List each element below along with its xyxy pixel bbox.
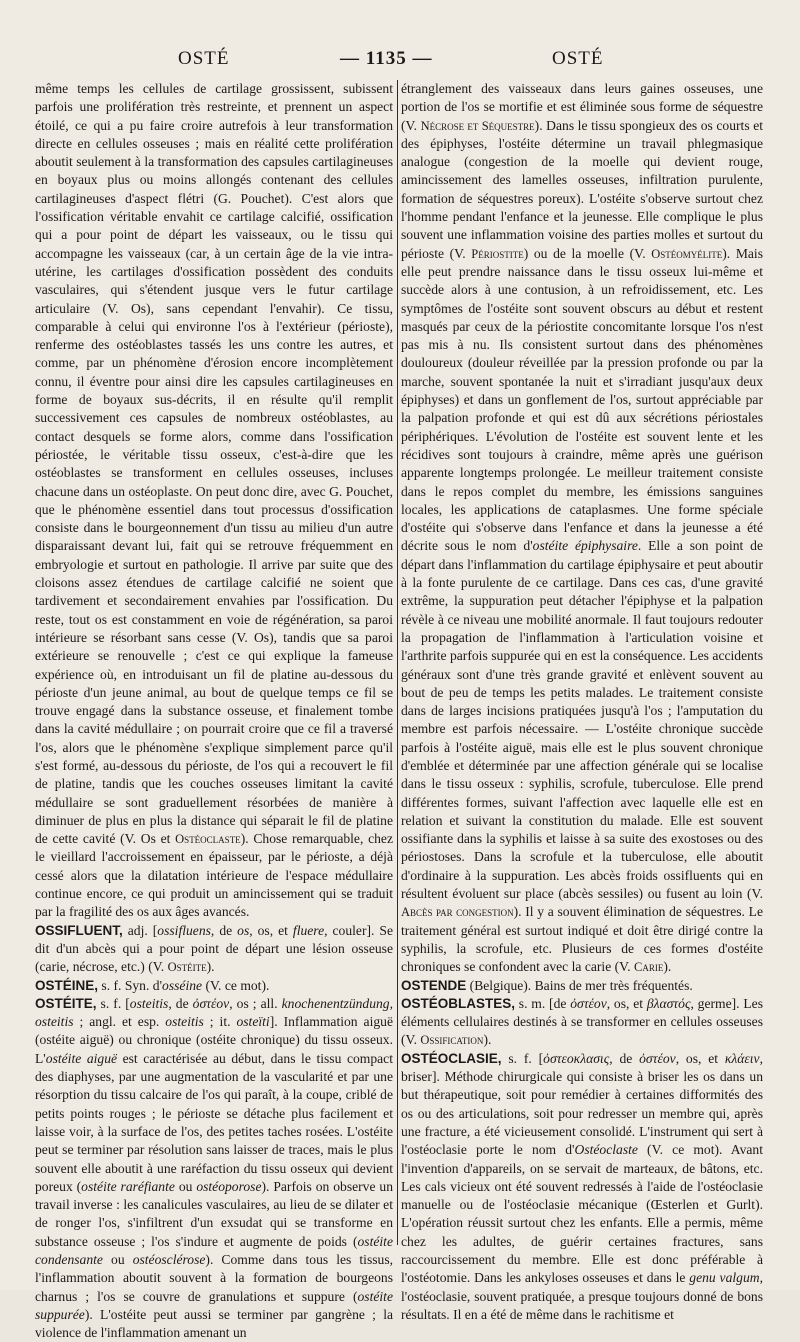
headword-osteoblastes: OSTÉOBLASTES, [401, 995, 516, 1011]
osteite-continuation: étranglement des vaisseaux dans leurs gaines osseuses, une portion de l'os se mortifie et est éliminée sous forme de séquestre (V. Nécrose et Séquestre). Dans le tissu spongieux des os courts et des épiphyses, l'ostéite détermine un travail phlegmasique analogue (congestion de la moelle qui devient rouge, amincissement des lamelles osseuses, infiltration purulente, formation de séquestres poreux). L'ostéite s'observe surtout chez l'homme pendant l'enfance et la jeunesse. Elle complique le plus souvent une inflammation voisine des parties molles et surtout du périoste (V. Périostite) ou de la moelle (V. Ostéomyélite). Mais elle peut prendre naissance dans le tissu osseux lui-même et succède alors à une contusion, à un refroidissement, etc. Les symptômes de l'ostéite sont souvent obscurs au début et restent masqués par ceux de la périostite concomitante lorsque l'os n'est pas mis à nu. Ils consistent surtout dans des phénomènes douloureux (douleur réveillée par la pression profonde ou par la marche, souvent spontanée la nuit et s'irradiant jusqu'aux deux épiphyses) et dans un gonflement de l'os, surtout appréciable par la palpation profonde et qui est dû aux sécrétions périostales périphériques. L'évolution de l'ostéite est souvent lente et les récidives sont toujours à craindre, même après une guérison apparente longtemps prolongée. Le meilleur traitement consiste dans le repos complet du membre, les émissions sanguines locales, les applications de cataplasmes. Une forme spéciale d'ostéite qui s'observe dans l'enfance et dans la jeunesse a été décrite sous le nom d'ostéite épiphysaire. Elle a son point de départ dans l'inflammation du cartilage épiphysaire et peut aboutir à la fonte purulente de ce cartilage. Dans ces cas, d'une gravité extrême, la suppuration peut détacher l'épiphyse et la palpation révèle à ce niveau une mobilité anormale. Il faut toujours redouter la propagation de l'inflammation à l'articulation voisine et l'arthrite parfois suppurée qui en est la conséquence. Les accidents généraux sont d'une très grande gravité et enlèvent souvent au bout de peu de temps les petits malades. Le traitement consiste dans de larges incisions pratiquées jusqu'à l'os ; l'amputation du membre est parfois nécessaire. — L'ostéite chronique succède parfois à l'ostéite aiguë, mais elle est le plus souvent chronique d'emblée et déterminée par une affection générale qui se localise dans le tissu osseux : syphilis, scrofule, tuberculose. Elle prend différentes formes, suivant l'affection avec laquelle elle est en relation et suivant la constitution du malade. Elle est souvent ossifiante dans la syphilis et laisse à sa suite des exostoses ou des périostoses. Dans la scrofule et la tuberculose, elle aboutit d'ordinaire à la suppuration. Les abcès froids ossifluents qui en résultent évoluent sur place (abcès sessiles) ou fusent au loin (V. Abcès par congestion). Il y a souvent élimination de séquestres. Le traitement général est surtout indiqué et doit être dirigé contre la syphilis, la scrofule, etc. Plusieurs de ces formes d'ostéite chroniques se confondent avec la carie (V. Carie). [401, 81, 764, 975]
headword-ostende: OSTENDE [401, 977, 467, 993]
entry-osteite: OSTÉITE, s. f. [osteitis, de ὀστέον, os ; all. knochenentzündung, osteitis ; angl. et esp. osteitis ; it. osteïti]. Inflammation aiguë (ostéite aiguë) ou chronique (ostéite chronique) du tissu osseux. L'ostéite aiguë est caractérisée au début, dans le tissu compact des diaphyses, par une augmentation de la vascularité et par une résorption du tissu calcaire de l'os qui paraît, à la coupe, criblé de petits points rouges ; le périoste se détache plus facilement et laisse voir, à la surface de l'os, des petites taches rosées. L'ostéite peut se terminer par résolution sans laisser de traces, mais le plus souvent elle aboutit à une raréfaction du tissu osseux qui devient poreux (ostéite raréfiante ou ostéoporose). Parfois on observe un travail inverse : les canalicules vasculaires, au lieu de se dilater et de ronger l'os, s'infiltrent d'un exsudat qui se transforme en substance osseuse ; l'os s'indure et augmente de poids (ostéite condensante ou ostéosclérose). Comme dans tous les tissus, l'inflammation aboutit souvent à la formation de bourgeons charnus ; l'os se couvre de granulations et suppure (ostéite suppurée). L'ostéite peut aussi se terminer par gangrène ; la violence de l'inflammation amenant un [35, 995, 394, 1341]
headword-ossifluent: OSSIFLUENT, [35, 922, 123, 938]
headword-osteine: OSTÉINE, [35, 977, 99, 993]
entry-osteine: OSTÉINE, s. f. Syn. d'osséine (V. ce mot). [35, 977, 270, 993]
entry-osteoblastes: OSTÉOBLASTES, s. m. [de ὀστέον, os, et βλαστός, germe]. Les éléments cellulaires destinés à se transformer en cellules osseuses (V. Ossification). [401, 995, 763, 1048]
entry-ossifluent: OSSIFLUENT, adj. [ossifluens, de os, os, et fluere, couler]. Se dit d'un abcès qui a pour point de départ une lésion osseuse (carie, nécrose, etc.) (V. Ostéite). [35, 922, 393, 975]
running-head-left: OSTÉ [178, 48, 230, 69]
left-column [35, 80, 393, 1342]
ossification-continuation: même temps les cellules de cartilage grossissent, subissent parfois une prolifération très restreinte, et prennent un aspect étoilé, ce qui a pu faire croire autrefois à leur transformation directe en cellules osseuses ; mais en réalité cette prolifération aboutit seulement à la transformation des capsules cartilagineuses en boyaux plus ou moins allongés contenant des cellules cartilagineuses d'aspect flétri (G. Pouchet). C'est alors que l'ossification véritable envahit ce cartilage calcifié, ossification qui a pour point de départ les vaisseaux, ou le tissu qui accompagne les vaisseaux (car, à un certain âge de la vie intra-utérine, les cartilages d'ossification possèdent des conduits vasculaires, qui s'étendent jusque vers le futur cartilage articulaire (V. Os), sans cependant l'envahir). Ce tissu, comparable à celui qui environne l'os à l'extérieur (périoste), renferme des ostéoblastes tassés les uns contre les autres, et comme, par un phénomène d'érosion encore incomplètement connu, il éventre pour ainsi dire les capsules cartilagineuses en forme de boyaux sus-décrits, il en résulte qu'il remplit successivement ces capsules de nombreux ostéoblastes, au contact desquels se forme alors, comme dans l'ossification périostée, le véritable tissu osseux, c'est-à-dire que les ostéoblastes se transforment en cellules osseuses, incluses chacune dans un ostéoplaste. On peut donc dire, avec G. Pouchet, que le phénomène essentiel dans tout processus d'ossification consiste dans le bourgeonnement d'un tissu au milieu d'un autre disparaissant devant lui, fait qui se retrouve fréquemment en embryologie et surtout en pathologie. Il arrive par suite que des cloisons assez étendues de cartilage calcifié ne soient que tardivement et secondairement envahies par l'ossification. Du reste, tout os est constamment en voie de régénération, sa paroi intérieure se résorbant sans cesse (V. Os), tandis que sa paroi extérieure se renouvelle ; c'est ce qui explique la fameuse expérience où, en introduisant un fil de platine au-dessous du périoste d'un jeune animal, au bout de quelque temps ce fil se trouve engagé dans la substance osseuse, et finalement tombe dans la cavité médullaire ; on pourrait croire que ce fil a traversé l'os, alors que le phénomène s'explique simplement parce qu'il s'est formé, au-dessous du périoste, de l'os qui a recouvert le fil de platine, tandis que les couches osseuses limitant la cavité médullaire se sont graduellement résorbées de manière à diminuer de plus en plus la distance qui séparait le fil de platine de cette cavité (V. Os et Ostéoclaste). Chose remarquable, chez le vieillard l'accroissement en épaisseur, par le périoste, a déjà cessé alors que la dilatation intérieure de l'espace médullaire continue encore, ce qui produit un amincissement qui se traduit par la fragilité des os aux âges avancés. [35, 81, 393, 920]
entry-osteoclasie: OSTÉOCLASIE, s. f. [ὀστεοκλασις, de ὀστέον, os, et κλάειν, briser]. Méthode chirurgicale qui consiste à briser les os dans un but thérapeutique, soit pour remédier à certaines difformités des os ou des articulations, soit pour redresser un membre qui, après une fracture, a été vicieusement consolidé. L'instrument qui sert à l'ostéoclasie porte le nom d'Ostéoclaste (V. ce mot). Avant l'invention d'appareils, on se servait de marteaux, de bâtons, etc. Les cals vicieux ont été souvent redressés à l'aide de l'ostéoclasie manuelle ou de l'ostéoclasie mécanique (Œsterlen et Gurlt). L'opération réussit surtout chez les enfants. Elle a permis, même chez les adultes, de guérir certaines fractures, sans raccourcissement du membre. Elle est donc préférable à l'ostéotomie. Dans les ankyloses osseuses et dans le genu valgum, l'ostéoclasie, souvent pratiquée, a presque toujours donné de bons résultats. Il en a été de même dans le rachitisme et [401, 1050, 763, 1322]
page-header [0, 44, 800, 74]
column-divider [397, 80, 398, 1245]
page-number: — 1135 — [340, 48, 433, 69]
running-head-right: OSTÉ [552, 48, 604, 69]
entry-ostende: OSTENDE (Belgique). Bains de mer très fréquentés. [401, 977, 693, 993]
headword-osteite: OSTÉITE, [35, 995, 97, 1011]
right-column [401, 80, 763, 1324]
headword-osteoclasie: OSTÉOCLASIE, [401, 1050, 502, 1066]
